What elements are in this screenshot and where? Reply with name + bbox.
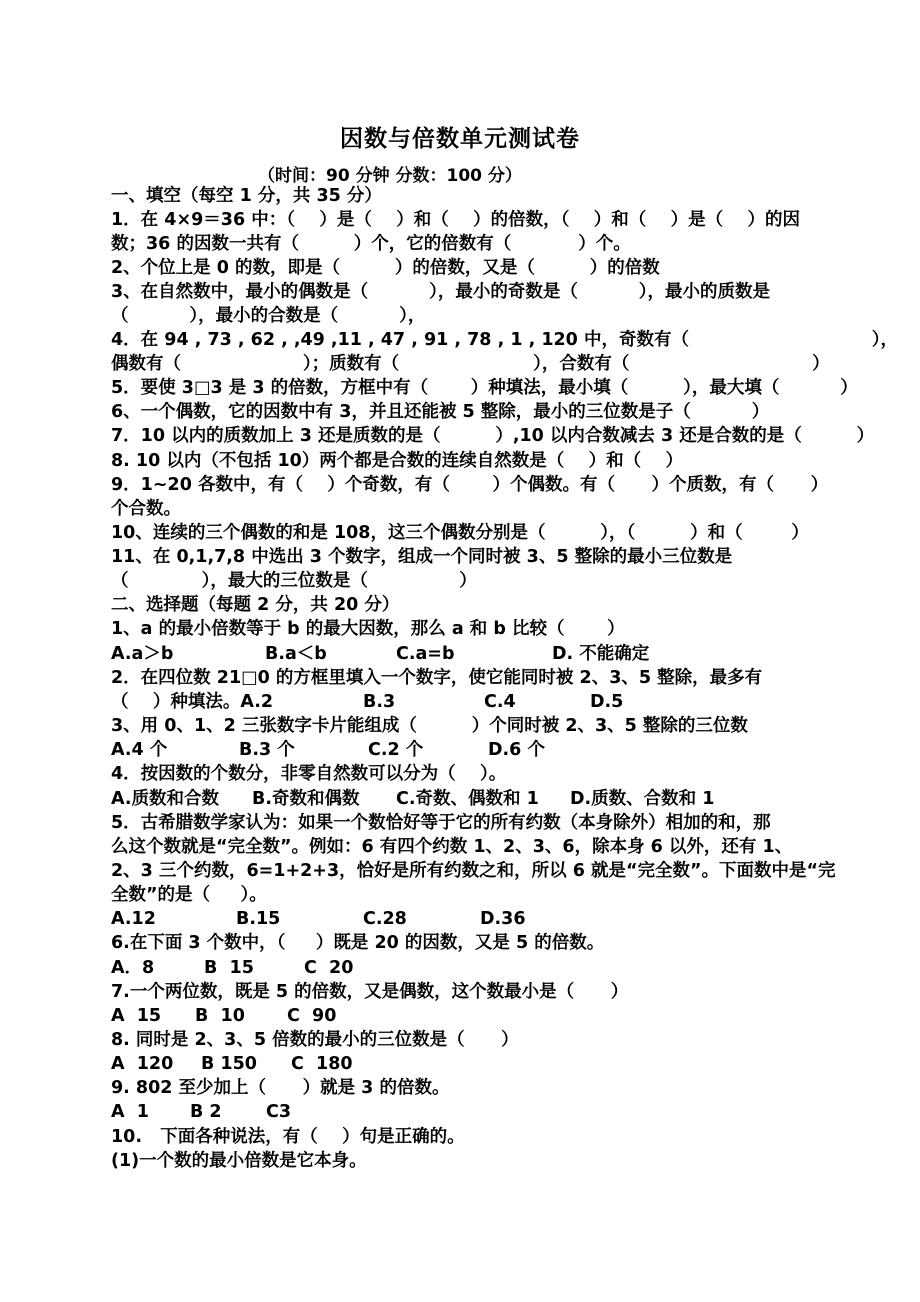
fill-line: （ ），最小的合数是（ ），: [111, 306, 426, 326]
option-b: B.15: [236, 909, 281, 929]
section2-heading: 二、选择题（每题 2 分，共 20 分）: [111, 595, 400, 615]
option-a: A.质数和合数: [111, 789, 220, 809]
option-a: A.4 个: [111, 740, 168, 760]
option-a: A 1: [111, 1102, 149, 1122]
question-7: 7.一个两位数，既是 5 的倍数，又是偶数，这个数最小是（ ）: [111, 982, 629, 1002]
question-6: 6.在下面 3 个数中，（ ）既是 20 的因数，又是 5 的倍数。: [111, 933, 605, 953]
question-2: 2．在四位数 21□0 的方框里填入一个数字，使它能同时被 2、3、5 整除，最多有: [111, 668, 763, 688]
option-a: A.12: [111, 909, 156, 929]
option-c: C 20: [304, 958, 354, 978]
option-c: C.4: [484, 692, 516, 712]
option-c: C 90: [287, 1006, 337, 1026]
question-5-cont: 么这个数就是“完全数”。例如：6 有四个约数 1、2、3、6，除本身 6 以外，还有 1、: [111, 837, 793, 857]
question-5-cont: 全数”的是（ ）。: [111, 885, 267, 905]
option-a: A．8: [111, 958, 155, 978]
question-2-cont: （ ）种填法。A.2: [111, 692, 274, 712]
option-a: A.a＞b: [111, 644, 174, 664]
question-8: 8. 同时是 2、3、5 倍数的最小的三位数是（ ）: [111, 1030, 519, 1050]
fill-line: 5．要使 3□3 是 3 的倍数，方框中有（ ）种填法，最小填（ ），最大填（ ）: [111, 378, 858, 398]
option-b: B 150: [201, 1054, 257, 1074]
fill-line: 数；36 的因数一共有（ ）个，它的倍数有（ ）个。: [111, 234, 631, 254]
question-9: 9. 802 至少加上（ ）就是 3 的倍数。: [111, 1078, 450, 1098]
option-c: C.a=b: [396, 644, 455, 664]
question-3: 3、用 0、1、2 三张数字卡片能组成（ ）个同时被 2、3、5 整除的三位数: [111, 716, 748, 736]
option-b: B.3: [363, 692, 396, 712]
option-b: B.奇数和偶数: [252, 789, 360, 809]
fill-line: 10、连续的三个偶数的和是 108，这三个偶数分别是（ ），（ ）和（ ）: [111, 523, 809, 543]
option-c: C3: [266, 1102, 292, 1122]
option-c: C.奇数、偶数和 1: [396, 789, 539, 809]
option-d: D.6 个: [488, 740, 545, 760]
fill-line: （ ），最大的三位数是（ ）: [111, 571, 477, 591]
option-c: C.28: [363, 909, 407, 929]
option-d: D.5: [590, 692, 624, 712]
fill-line: 6、一个偶数，它的因数中有 3，并且还能被 5 整除，最小的三位数是子（ ）: [111, 402, 770, 422]
fill-line: 1．在 4×9＝36 中：（ ）是（ ）和（ ）的倍数，（ ）和（ ）是（ ）的因: [111, 210, 800, 230]
fill-line: 7．10 以内的质数加上 3 还是质数的是（ ）,10 以内合数减去 3 还是合数的是（ ）: [111, 426, 875, 446]
question-10-statement-1: (1)一个数的最小倍数是它本身。: [111, 1151, 367, 1171]
fill-line: 2、个位上是 0 的数，即是（ ）的倍数，又是（ ）的倍数: [111, 258, 660, 278]
fill-line: 3、在自然数中，最小的偶数是（ ），最小的奇数是（ ），最小的质数是: [111, 282, 771, 302]
option-d: D.质数、合数和 1: [570, 789, 715, 809]
option-b: B 15: [204, 958, 254, 978]
question-1: 1、a 的最小倍数等于 b 的最大因数，那么 a 和 b 比较（ ）: [111, 619, 625, 639]
option-b: B 2: [190, 1102, 222, 1122]
option-c: C.2 个: [368, 740, 424, 760]
exam-time-score: （时间：90 分钟 分数：100 分）: [258, 166, 522, 186]
fill-line: 8. 10 以内（不包括 10）两个都是合数的连续自然数是（ ）和（ ）: [111, 451, 684, 471]
option-d: D. 不能确定: [552, 644, 650, 664]
option-c: C 180: [291, 1054, 353, 1074]
option-a: A 120: [111, 1054, 174, 1074]
option-d: D.36: [480, 909, 526, 929]
question-5: 5．古希腊数学家认为：如果一个数恰好等于它的所有约数（本身除外）相加的和，那: [111, 813, 771, 833]
question-5-cont: 2、3 三个约数，6=1+2+3，恰好是所有约数之和，所以 6 就是“完全数”。下面数中是“完: [111, 861, 836, 881]
question-4: 4．按因数的个数分，非零自然数可以分为（ ）。: [111, 764, 507, 784]
section1-heading: 一、填空（每空 1 分，共 35 分）: [111, 186, 382, 206]
fill-line: 偶数有（ ）；质数有（ ），合数有（ ）: [111, 354, 830, 374]
page-title: 因数与倍数单元测试卷: [340, 126, 580, 152]
fill-line: 个合数。: [111, 499, 181, 519]
question-10: 10. 下面各种说法，有（ ）句是正确的。: [111, 1127, 465, 1147]
option-b: B 10: [195, 1006, 245, 1026]
option-a: A 15: [111, 1006, 162, 1026]
option-b: B.3 个: [239, 740, 295, 760]
fill-line: 9．1~20 各数中，有（ ）个奇数，有（ ）个偶数。有（ ）个质数，有（ ）: [111, 475, 829, 495]
fill-line: 4．在 94 , 73 , 62 , ,49 ,11 , 47 , 91 , 78 , 1 , 120 中，奇数有（ ），: [111, 330, 898, 350]
fill-line: 11、在 0,1,7,8 中选出 3 个数字，组成一个同时被 3、5 整除的最小三位数是: [111, 547, 733, 567]
option-b: B.a＜b: [265, 644, 327, 664]
